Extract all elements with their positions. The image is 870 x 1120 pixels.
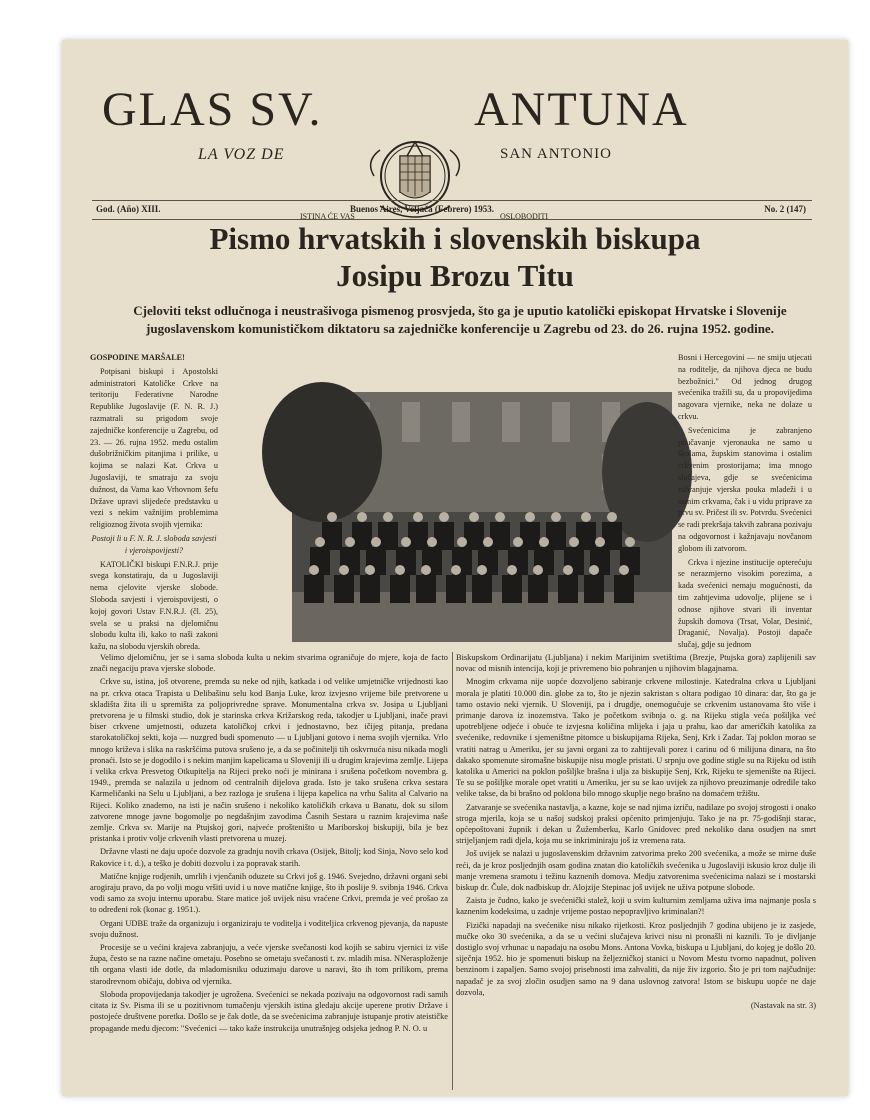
- person-body: [602, 522, 622, 550]
- headline: [80, 218, 830, 294]
- person-body: [446, 575, 466, 603]
- paragraph: Bosni i Hercegovini — ne smiju utjecati na roditelje, da njihova djeca ne budu bezbožnici." Od jednog drugog svećenika tražili su, da u propovijedima nagovara vjernike, neka ne dolaze u crkvu.: [678, 353, 812, 421]
- person-head: [327, 512, 337, 522]
- paragraph: Fizički napadaji na svećenike nisu nikako rijetkosti. Kroz posljednjih 7 godina ubijeno je iz zasjede, mučke oko 30 svećenika, a da se u većini slučajeva krivci nisu ni pronašli ni kaznili. To je divljanje dostiglo svoj vrhunac u napadaju na osobu Mons. Antona Vovka, biskupa u Ljubljani, do kojeg je došlo 20. siječnja 1952. bio je spomenuti biskup na željezničkoj stanici u Novom Mestu tvorno napadnut, poliven benzinom i zapaljen. Samo svojoj prisebnosti ima zahvaliti, da nije živ izgorio. Što je pri tom najčudnije: napadač je za svoj zločin osudjen samo na 9 dana uslovnog zatvora! Istom se biskupu uopće ne daje dozvola,: [456, 920, 816, 997]
- paragraph: Potpisani biskupi i Apostolski administratori Katoličke Crkve na teritoriju Federativne Narodne Republike Jugoslavije (F. N. R. J.) razmatrali su prigodom svoje zajedničke konferencije u Zagrebu, od 23. — 26. rujna 1952. među ostalim dušobrižničkim pitanjima i prilike, u kojima se nalazi Kat. Crkva u Jugoslaviji, te smatraju za svoju dužnost, da Vama kao Vrhovnom šefu Države upravi slijedeće predstavku u vezi s nekim važnijim problemima religioznog života svojih vjernika:: [90, 366, 218, 530]
- headline-line-1: Pismo hrvatskih i slovenskih biskupa: [209, 221, 701, 256]
- paragraph: Sloboda propovijedanja takodjer je ugrožena. Svećenici se nekada pozivaju na odgovornost radi samih citata iz Sv. Pisma ili se u pozitivnom tumačenju vjerskih istina gledaju akcije uperene protiv Države i postojeće društvene poretka. Došlo se je čak dotle, da se svećenicima zabranjuje istupanje protiv ateističke propagande među djecom: "Svećenici — tako kaže instrukcija unutrašnjeg odsjeka jednog P. N. O. u: [90, 989, 448, 1033]
- person-head: [589, 565, 599, 575]
- person-head: [581, 512, 591, 522]
- person-head: [525, 512, 535, 522]
- person-body: [584, 575, 604, 603]
- person-head: [315, 537, 325, 547]
- dateline-bar: [92, 200, 812, 220]
- person-head: [365, 565, 375, 575]
- person-head: [477, 565, 487, 575]
- section-question: Postoji li u F. N. R. J. sloboda savjesti i vjeroispovijesti?: [91, 533, 217, 555]
- person-head: [595, 537, 605, 547]
- person-head: [533, 565, 543, 575]
- paragraph: Državne vlasti ne daju upoće dozvole za gradnju novih crkava (Osijek, Bitolj; kod Sinja, Novo selo kod Rakovice i t. d.), a teško je dobiti dozvolu i za popravak starih.: [90, 847, 448, 868]
- person-body: [546, 522, 566, 550]
- person-head: [457, 537, 467, 547]
- person-head: [339, 565, 349, 575]
- person-head: [513, 537, 523, 547]
- paragraph: Svećenicima je zabranjeno poučavanje vjeronauka ne samo u školama, župskim stanovima i ostalim crkvenim prostorijama; ima mnogo slučajeva, gdje se svećenicima zabranjuje vjerska pouka mladeži i u samim crkvama, čak i u vidu priprave za prvu sv. Pričest ili sv. Potvrdu. Svećenici se radi prekršaja takvih zabrana pozivaju na odgovornost i kažnjavaju novčanom globom ili zatvorom.: [678, 425, 812, 553]
- person-head: [469, 512, 479, 522]
- person-body: [434, 522, 454, 550]
- person-body: [322, 522, 342, 550]
- masthead-title-left: GLAS SV.: [102, 83, 323, 136]
- column-right-top: [678, 352, 812, 654]
- paragraph: Matične knjige rodjenih, umrlih i vjenčanih oduzete su Crkvi još g. 1946. Svejedno, državni organi sebi arogiraju pravo, da po volji mogu vršiti uvid i u nove matične knjige, što ih poslije 9. svibnja 1946. Crkva vodi samo za svoju internu uporabu. Stare matice još uvijek nisu vraćene Crkvi, premda je već prošao za to određeni rok (konac g. 1951.).: [90, 871, 448, 915]
- person-head: [539, 537, 549, 547]
- paragraph: Još uvijek se nalazi u jugoslavenskim državnim zatvorima preko 200 svećenika, a može se mirne duše reći, da je kroz posljednjih osam godina znatan dio katoličkih svećenika u Jugoslaviji iskusio kroz dulje ili manje vremena sramotu i težinu kaznenih domova. Medju zatvorenima svećenicima nalazi se i mostarski biskup dr. Čule, dok nadbiskup dr. Alojzije Stepinac još uvijek ne uživa potpune slobode.: [456, 849, 816, 893]
- person-body: [416, 575, 436, 603]
- volume-year: God. (Año) XIII.: [96, 204, 161, 214]
- continued-note: (Nastavak na str. 3): [750, 1001, 816, 1011]
- paragraph: Crkve su, istina, još otvorene, premda su neke od njih, katkada i od velike umjetničke vrijednosti kao na pr. crkva otaca Trapista u Delibašinu selu kod Banja Luke, kroz izvjesno vrijeme bile pretvorene u skladišta žita ili u spremišta za poljoprivredne sprave. Monumentalna crkva sv. Josipa u Ljubljani pretvorena je u filmski studio, dok je starinska crkva Križarskog reda, takodjer u Ljubljani, inače pravi biser crkvene umjetnosti, oduzeta katoličkoj crkvi i jednostavno, bez ičijeg pitanja, predana starokatoličkoj sekti, koja — nuzgred budi spomenuto — u Ljubljani gotovo i nema svojih vjernika. Vrlo mnogo križeva i slika na raskršćima putova srušeno je, a da se počinitelji tih oskvrnuća nisu nikada mogli pronaći. Isto se je dogodilo i s nekim manjim kapelicama u Sloveniji ili u drugim krajevima zemlje. Lijepa i velika crkva Presvetog Otkupitelja na Rijeci preko noći je minirana i srušena početkom novembra g. 1949., premda se nalazila u jednom od centralnih dijelova grada. Isto je tako srušena crkva sestara Karmeličanki na Selu u Ljubljani, a bez razloga je srušena i lijepa kapelica na vrhu Salita al Calvario na Rijeci. Koliko znademo, na isti je način srušeno i nekoliko katoličkih crkava u Banatu, dok su silom zatvorene mnoge javne bogomolje po negdašnjim zavodima Časnih Sestara u raznim krajevima naše zemlje. Crkva sv. Marije na Ptujskoj gori, najveće prošteništo u Mariborskoj biskupiji, bila je bez pristanka i protiv volje crkvenih vlasti pretvorena u muzej.: [90, 677, 448, 844]
- paragraph: Organi UDBE traže da organizuju i organiziraju te voditelja i voditeljica crkvenog pjevanja, da napuste svoju dužnost.: [90, 918, 448, 939]
- person-head: [395, 565, 405, 575]
- person-body: [502, 575, 522, 603]
- paragraph: KATOLIČKI biskupi F.N.R.J. prije svega konstatiraju, da u Jugoslaviji nema cjelovite vjerske slobode. Sloboda savjesti i vjeroispovijesti, o kojoj govori Ustav F.N.R.J. (čl. 25), svela se u praksi na djelomičnu slobodu kulta ili, kako to naši zakoni kažu, na slobodu vjerskih obreda.: [90, 559, 218, 652]
- person-body: [520, 522, 540, 550]
- person-body: [360, 575, 380, 603]
- person-head: [383, 512, 393, 522]
- person-head: [427, 537, 437, 547]
- person-head: [413, 512, 423, 522]
- paragraph: Crkva i njezine institucije opterećuju se nerazmjerno visokim porezima, a kada svećenici nemaju mogućnosti, da tim zahtjevima udovolje, plijene se i odnose njihove stvari ili inventar župskih domova (Trsat, Volar, Desinić, Draganić, Novalja). Postoji dapače slučaj, gdje su jednom: [678, 557, 812, 650]
- person-head: [439, 512, 449, 522]
- person-head: [607, 512, 617, 522]
- person-body: [614, 575, 634, 603]
- person-body: [490, 522, 510, 550]
- paragraph: Procesije se u većini krajeva zabranjuju, a veće vjerske svečanosti kod kojih se sabiru vjernici iz više župa, često se na razne načine ometaju. Posebno se ometaju svečanosti t. zv. mladih misa. NNerasploženje tih organa vlasti ide dotle, da mladomisniku oduzimaju darove u naravi, što ih tom prilikom, prema starodrevnom običaju, dobiva od vjernika.: [90, 943, 448, 986]
- person-body: [472, 575, 492, 603]
- issue-number: No. 2 (147): [764, 204, 806, 214]
- column-left: [90, 352, 218, 652]
- paragraph: Mnogim crkvama nije uopće dozvoljeno sabiranje crkvene milostinje. Katedralna crkva u Ljubljani morala je platiti 10.000 din. globe za to, što je njezin sakristan s oltara podigao 10 dinara: dar, što ga je tamo ostavio neki vjernik. U Sloveniji, pa i drugdje, onemogućuje se crkvenim ustanovama što više i primanje darova iz inozemstva. Tako je početkom svibnja o. g. na Rijeku stigla veća pošiljka već upotrebljene odjeće i obuće te izvjesna količina mlijeka i jaja u prahu, kao dar američkih katolika za svećenike, redovnike i sjemeništne pitomce u biskupijama Rijeka, Senj, Krk i Zadar. Taj poklon morao se vratiti natrag u Ameriku, jer su javni organi za to zahtijevali porez i carinu od 6 milijuna dinara, na što dakako spomenute siromašne biskupije nisu mogle pristati. U srpnju ove godine stigle su na Rijeku od istih katolika u Americi na poklon pošiljke brašna i ulja za biskupije Senj, Krk, Rijeku te sjemenište na Rijeci. Te su se pošiljke morale opet vratiti u Ameriku, jer su se kao uvijek za njihovo preuzimanje odredile tako velike takse, da bi brašno od poklona bilo mnogo skuplje nego brašno na domaćem tržištu.: [456, 677, 816, 799]
- column-bottom-right: [456, 652, 816, 1090]
- person-body: [408, 522, 428, 550]
- person-body: [378, 522, 398, 550]
- person-head: [345, 537, 355, 547]
- person-head: [309, 565, 319, 575]
- person-body: [390, 575, 410, 603]
- newspaper-page: [62, 40, 848, 1096]
- person-head: [357, 512, 367, 522]
- person-head: [569, 537, 579, 547]
- group-photo-bishops: [292, 392, 672, 642]
- person-head: [451, 565, 461, 575]
- person-body: [352, 522, 372, 550]
- person-body: [558, 575, 578, 603]
- salutation: GOSPODINE MARŠALE!: [90, 353, 185, 362]
- place-date: Buenos Aires, Veljača (Febrero) 1953.: [350, 204, 494, 214]
- headline-line-2: Josipu Brozu Titu: [336, 258, 574, 293]
- column-divider: [452, 652, 453, 1090]
- paragraph: Velimo djelomičnu, jer se i sama sloboda kulta u nekim stvarima ograničuje do mjere, koja de facto znači negaciju prava vjerske slobode.: [90, 653, 448, 674]
- person-head: [619, 565, 629, 575]
- paragraph: Biskupskom Ordinarijatu (Ljubljana) i nekim Marijinim svetištima (Brezje, Ptujska gora) zaplijenili sav novac od misnih intencija, koji je privremeno bio pohranjen u njihovim blagajnama.: [456, 653, 816, 674]
- person-body: [576, 522, 596, 550]
- person-head: [507, 565, 517, 575]
- person-head: [421, 565, 431, 575]
- motto-ribbon-right: OSLOBODITI: [500, 212, 548, 221]
- person-body: [334, 575, 354, 603]
- person-head: [401, 537, 411, 547]
- masthead-title-right: ANTUNA: [474, 83, 689, 136]
- masthead-subtitle-right: SAN ANTONIO: [500, 146, 612, 162]
- person-head: [625, 537, 635, 547]
- person-head: [563, 565, 573, 575]
- column-bottom-left: [90, 652, 448, 1092]
- person-head: [551, 512, 561, 522]
- deck-subheading: Cjeloviti tekst odlučnoga i neustrašivoga pismenog prosvjeda, što ga je uputio katolički episkopat Hrvatske i Slovenije jugoslavenskom komunističkom diktatoru sa zajedničke konferencije u Zagrebu od 23. do 26. rujna 1952. godine.: [133, 303, 787, 336]
- person-body: [528, 575, 548, 603]
- person-head: [483, 537, 493, 547]
- person-body: [304, 575, 324, 603]
- person-head: [371, 537, 381, 547]
- person-head: [495, 512, 505, 522]
- person-body: [464, 522, 484, 550]
- masthead-subtitle-left: LA VOZ DE: [198, 146, 285, 163]
- motto-ribbon-left: ISTINA ĆE VAS: [300, 212, 355, 221]
- paragraph: Zaista je čudno, kako je svećenički stalež, koji u svim kulturnim zemljama uživa ima najmanje posla s kaznenim kodeksima, u zadnje vrijeme postao nepopravljivo kriminalan?!: [456, 896, 816, 917]
- paragraph: Zatvaranje se svećenika nastavlja, a kazne, koje se nad njima izriču, nadilaze po svojoj strogosti i onako stroga mjerila, koja se u našoj sudskoj praksi općenito primjenjuju. Tako je na pr. 75-godišnji starac, općepoštovani župnik i dekan u Žužemberku, Karlo Gnidovec pred nekoliko dana osudjen na smrt strijeljanjem radi djela, koja mu se inkriminiraju još iz vremena rata.: [456, 802, 816, 846]
